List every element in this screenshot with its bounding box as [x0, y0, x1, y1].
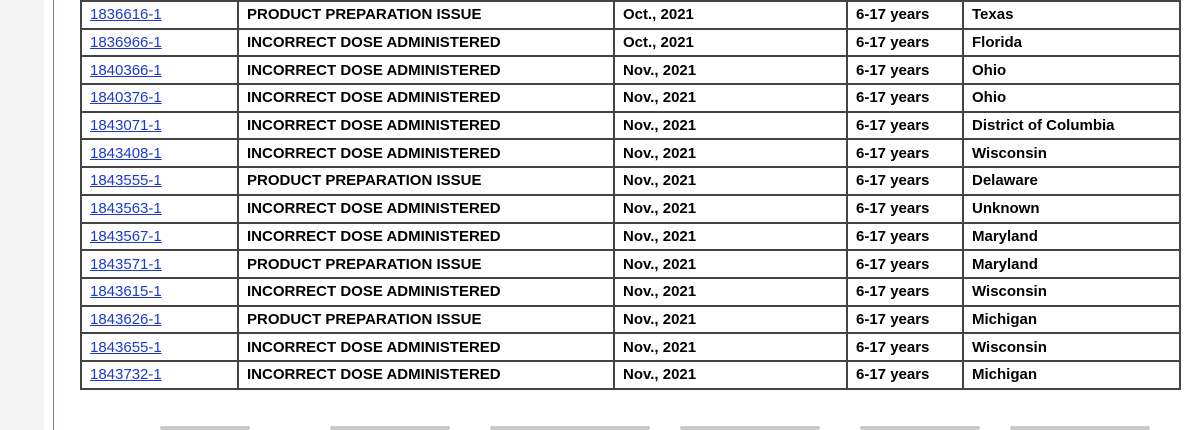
report-id-cell [81, 84, 238, 112]
page-left-gutter [0, 0, 44, 430]
age-cell: 6-17 years [847, 278, 963, 306]
date-cell: Nov., 2021 [614, 223, 847, 251]
date-cell: Oct., 2021 [614, 1, 847, 29]
event-cell: INCORRECT DOSE ADMINISTERED [238, 361, 614, 389]
report-id-link[interactable]: 1843626-1 [90, 310, 162, 328]
event-cell: INCORRECT DOSE ADMINISTERED [238, 195, 614, 223]
report-id-link[interactable]: 1843563-1 [90, 200, 162, 218]
state-cell: Maryland [963, 250, 1180, 278]
date-cell: Nov., 2021 [614, 167, 847, 195]
report-id-link[interactable]: 1843071-1 [90, 117, 162, 135]
date-cell: Nov., 2021 [614, 250, 847, 278]
age-cell: 6-17 years [847, 139, 963, 167]
table-row [81, 223, 1180, 251]
date-cell: Oct., 2021 [614, 29, 847, 57]
table-row [81, 167, 1180, 195]
date-cell: Nov., 2021 [614, 361, 847, 389]
age-cell: 6-17 years [847, 195, 963, 223]
table-row [81, 112, 1180, 140]
report-id-link[interactable]: 1843555-1 [90, 172, 162, 190]
state-cell: Wisconsin [963, 333, 1180, 361]
table-row [81, 29, 1180, 57]
report-id-cell [81, 139, 238, 167]
age-cell: 6-17 years [847, 306, 963, 334]
event-cell: INCORRECT DOSE ADMINISTERED [238, 278, 614, 306]
age-cell: 6-17 years [847, 361, 963, 389]
age-cell: 6-17 years [847, 250, 963, 278]
partially-visible-text-line [80, 420, 1179, 430]
state-cell: District of Columbia [963, 112, 1180, 140]
event-cell: INCORRECT DOSE ADMINISTERED [238, 223, 614, 251]
state-cell: Florida [963, 29, 1180, 57]
age-cell: 6-17 years [847, 223, 963, 251]
date-cell: Nov., 2021 [614, 112, 847, 140]
age-cell: 6-17 years [847, 84, 963, 112]
report-id-cell [81, 333, 238, 361]
table-row [81, 1, 1180, 29]
report-table-body [81, 1, 1180, 389]
age-cell: 6-17 years [847, 167, 963, 195]
table-row [81, 139, 1180, 167]
event-cell: INCORRECT DOSE ADMINISTERED [238, 333, 614, 361]
date-cell: Nov., 2021 [614, 306, 847, 334]
state-cell: Michigan [963, 306, 1180, 334]
age-cell: 6-17 years [847, 112, 963, 140]
report-id-link[interactable]: 1836616-1 [90, 6, 162, 24]
age-cell: 6-17 years [847, 333, 963, 361]
report-id-link[interactable]: 1843408-1 [90, 144, 162, 162]
table-row [81, 250, 1180, 278]
event-cell: INCORRECT DOSE ADMINISTERED [238, 29, 614, 57]
report-id-link[interactable]: 1836966-1 [90, 34, 162, 52]
event-cell: INCORRECT DOSE ADMINISTERED [238, 84, 614, 112]
report-id-cell [81, 250, 238, 278]
state-cell: Ohio [963, 84, 1180, 112]
report-id-link[interactable]: 1843732-1 [90, 366, 162, 384]
report-id-cell [81, 361, 238, 389]
report-id-link[interactable]: 1843615-1 [90, 283, 162, 301]
event-cell: INCORRECT DOSE ADMINISTERED [238, 139, 614, 167]
table-row [81, 84, 1180, 112]
report-id-cell [81, 29, 238, 57]
state-cell: Wisconsin [963, 139, 1180, 167]
state-cell: Michigan [963, 361, 1180, 389]
table-row [81, 195, 1180, 223]
state-cell: Maryland [963, 223, 1180, 251]
report-id-link[interactable]: 1840366-1 [90, 61, 162, 79]
state-cell: Delaware [963, 167, 1180, 195]
table-row [81, 306, 1180, 334]
date-cell: Nov., 2021 [614, 333, 847, 361]
report-id-link[interactable]: 1840376-1 [90, 89, 162, 107]
age-cell: 6-17 years [847, 56, 963, 84]
report-id-cell [81, 167, 238, 195]
age-cell: 6-17 years [847, 29, 963, 57]
report-id-cell [81, 278, 238, 306]
report-id-link[interactable]: 1843567-1 [90, 227, 162, 245]
event-cell: PRODUCT PREPARATION ISSUE [238, 250, 614, 278]
table-row [81, 278, 1180, 306]
report-id-link[interactable]: 1843571-1 [90, 255, 162, 273]
state-cell: Texas [963, 1, 1180, 29]
vaers-report-table [80, 0, 1181, 390]
report-id-cell [81, 223, 238, 251]
event-cell: PRODUCT PREPARATION ISSUE [238, 167, 614, 195]
date-cell: Nov., 2021 [614, 56, 847, 84]
state-cell: Ohio [963, 56, 1180, 84]
date-cell: Nov., 2021 [614, 278, 847, 306]
report-id-cell [81, 112, 238, 140]
state-cell: Unknown [963, 195, 1180, 223]
report-id-cell [81, 195, 238, 223]
table-row [81, 361, 1180, 389]
date-cell: Nov., 2021 [614, 84, 847, 112]
date-cell: Nov., 2021 [614, 195, 847, 223]
report-id-cell [81, 306, 238, 334]
event-cell: PRODUCT PREPARATION ISSUE [238, 306, 614, 334]
table-row [81, 333, 1180, 361]
report-id-cell [81, 1, 238, 29]
report-id-cell [81, 56, 238, 84]
event-cell: PRODUCT PREPARATION ISSUE [238, 1, 614, 29]
state-cell: Wisconsin [963, 278, 1180, 306]
content-frame-border [53, 0, 54, 430]
table-row [81, 56, 1180, 84]
event-cell: INCORRECT DOSE ADMINISTERED [238, 56, 614, 84]
report-id-link[interactable]: 1843655-1 [90, 338, 162, 356]
age-cell: 6-17 years [847, 1, 963, 29]
date-cell: Nov., 2021 [614, 139, 847, 167]
event-cell: INCORRECT DOSE ADMINISTERED [238, 112, 614, 140]
